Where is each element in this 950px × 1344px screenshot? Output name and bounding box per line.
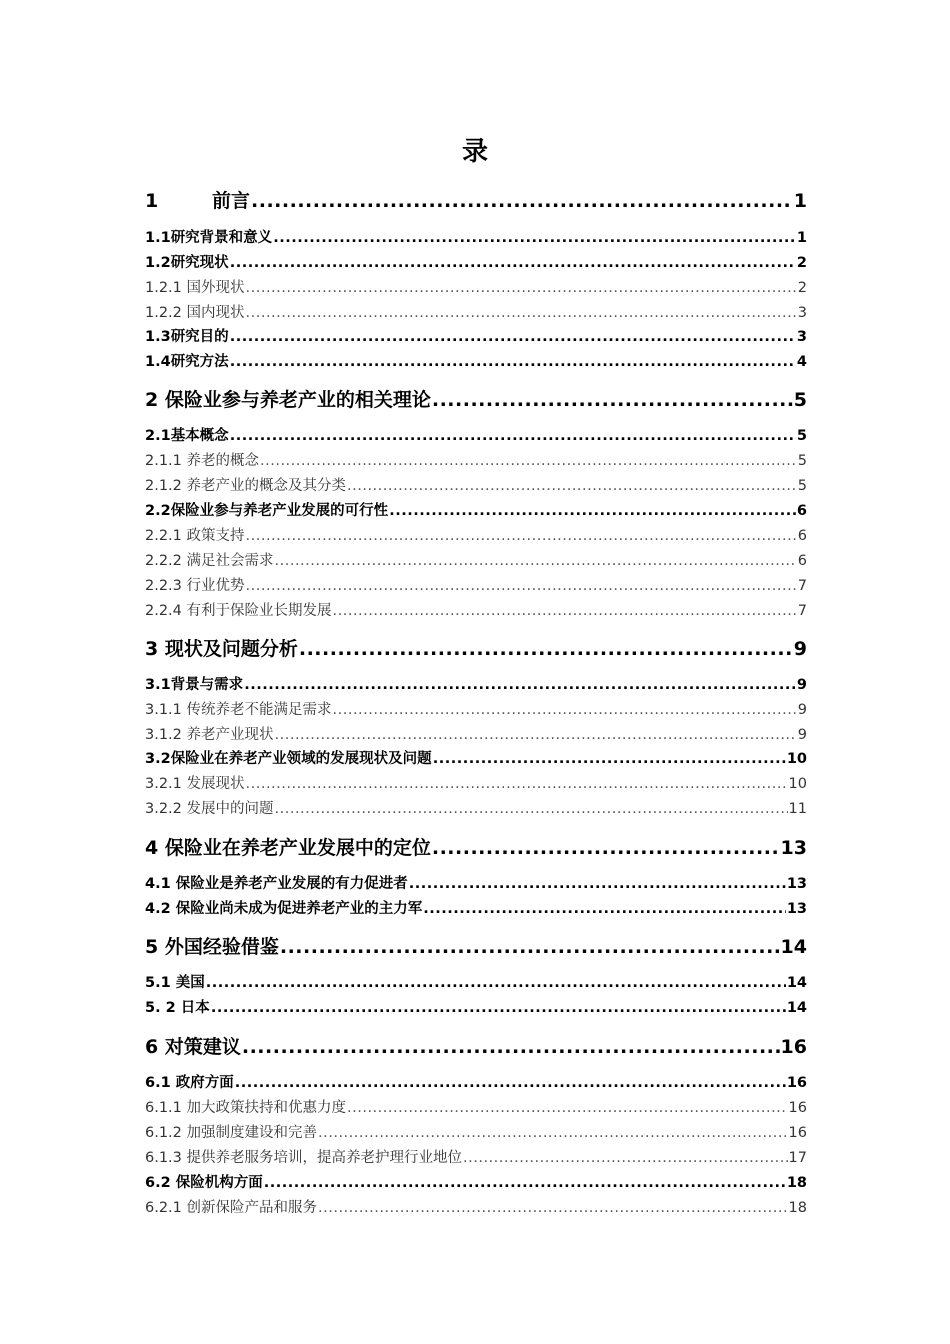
toc-leader-dots bbox=[246, 575, 797, 597]
toc-entry-1-1[interactable] bbox=[145, 227, 807, 249]
toc-entry-text: 保险业参与养老产业发展的可行性 bbox=[170, 503, 389, 519]
toc-entry-number: 1.4 bbox=[145, 354, 171, 370]
toc-leader-dots bbox=[230, 425, 796, 447]
toc-entry-number: 6.1.1 bbox=[145, 1100, 182, 1116]
toc-entry-number: 6 bbox=[145, 1036, 159, 1058]
toc-entry-3-2-2[interactable] bbox=[145, 798, 807, 820]
toc-entry-text: 保险机构方面 bbox=[170, 1175, 263, 1191]
toc-entry-title bbox=[145, 748, 432, 770]
toc-entry-text: 背景与需求 bbox=[170, 677, 244, 693]
toc-page-number: 18 bbox=[786, 1175, 807, 1191]
toc-entry-number: 6.2 bbox=[145, 1175, 171, 1191]
toc-entry-number: 3.2.2 bbox=[145, 801, 182, 817]
toc-entry-text: 对策建议 bbox=[158, 1036, 241, 1058]
toc-entry-title bbox=[145, 1033, 241, 1061]
toc-entry-number: 2 bbox=[145, 389, 159, 411]
toc-page-number: 13 bbox=[786, 901, 807, 917]
toc-entry-title bbox=[145, 600, 332, 622]
toc-leader-dots bbox=[275, 724, 797, 746]
toc-entry-title bbox=[145, 1147, 462, 1169]
toc-entry-title bbox=[145, 187, 250, 215]
toc-page-number: 9 bbox=[796, 677, 807, 693]
toc-entry-number: 1.2.2 bbox=[145, 305, 182, 321]
toc-page-number: 10 bbox=[788, 776, 807, 792]
toc-entry-title bbox=[145, 674, 243, 696]
toc-page-number: 6 bbox=[797, 528, 807, 544]
toc-entry-4[interactable] bbox=[145, 834, 807, 862]
toc-leader-dots bbox=[409, 873, 786, 895]
toc-entry-title bbox=[145, 798, 274, 820]
toc-entry-number: 6.2.1 bbox=[145, 1200, 182, 1216]
toc-entry-text: 前言 bbox=[212, 190, 251, 212]
toc-entry-3-2-1[interactable] bbox=[145, 773, 807, 795]
toc-page-number: 5 bbox=[797, 478, 807, 494]
toc-entry-text: 国内现状 bbox=[181, 305, 245, 321]
toc-entry-title bbox=[145, 972, 205, 994]
toc-entry-number: 3 bbox=[145, 638, 159, 660]
toc-page-number: 7 bbox=[797, 603, 807, 619]
toc-entry-1-2-1[interactable] bbox=[145, 277, 807, 299]
toc-leader-dots bbox=[273, 227, 796, 249]
toc-page-number: 16 bbox=[788, 1100, 807, 1116]
toc-leader-dots bbox=[333, 699, 797, 721]
toc-leader-dots bbox=[242, 1033, 780, 1061]
toc-entry-text: 养老的概念 bbox=[181, 453, 260, 469]
toc-entry-number: 5 bbox=[145, 936, 159, 958]
toc-entry-text: 保险业在养老产业领域的发展现状及问题 bbox=[170, 751, 432, 767]
toc-entry-4-2[interactable] bbox=[145, 898, 807, 920]
toc-page-number: 5 bbox=[797, 453, 807, 469]
toc-page-number: 9 bbox=[797, 727, 807, 743]
toc-entry-number: 2.1.1 bbox=[145, 453, 182, 469]
toc-page-number: 10 bbox=[786, 751, 807, 767]
toc-entry-text: 传统养老不能满足需求 bbox=[181, 702, 332, 718]
toc-entry-title bbox=[145, 252, 229, 274]
toc-leader-dots bbox=[463, 1147, 788, 1169]
toc-entry-title bbox=[145, 227, 272, 249]
toc-page-number: 14 bbox=[786, 975, 807, 991]
toc-entry-title bbox=[145, 326, 229, 348]
toc-page-number: 11 bbox=[788, 801, 807, 817]
toc-entry-1-4[interactable] bbox=[145, 351, 807, 373]
toc-entry-text: 养老产业的概念及其分类 bbox=[181, 478, 347, 494]
toc-page-number: 5 bbox=[793, 389, 807, 411]
toc-leader-dots bbox=[280, 933, 780, 961]
toc-entry-title bbox=[145, 635, 298, 663]
toc-entry-title bbox=[145, 1097, 346, 1119]
toc-entry-text: 保险业在养老产业发展中的定位 bbox=[158, 837, 431, 859]
toc-entry-6-1-1[interactable] bbox=[145, 1097, 807, 1119]
toc-entry-number: 2.2.3 bbox=[145, 578, 182, 594]
toc-leader-dots bbox=[347, 475, 797, 497]
toc-entry-text: 创新保险产品和服务 bbox=[181, 1200, 318, 1216]
toc-entry-2-1[interactable] bbox=[145, 425, 807, 447]
toc-entry-number: 3.1 bbox=[145, 677, 171, 693]
toc-entry-title bbox=[145, 997, 210, 1019]
toc-entry-number: 2.1.2 bbox=[145, 478, 182, 494]
toc-entry-number: 6.1.2 bbox=[145, 1125, 182, 1141]
toc-page-number: 18 bbox=[788, 1200, 807, 1216]
toc-page-number: 16 bbox=[786, 1075, 807, 1091]
toc-entry-text: 外国经验借鉴 bbox=[158, 936, 279, 958]
toc-entry-title bbox=[145, 425, 229, 447]
toc-entry-number: 1.2.1 bbox=[145, 280, 182, 296]
toc-entry-5-1[interactable] bbox=[145, 972, 807, 994]
toc-entry-number: 6.1 bbox=[145, 1075, 171, 1091]
toc-leader-dots bbox=[246, 525, 797, 547]
toc-page-number: 14 bbox=[780, 936, 807, 958]
toc-entry-text: 研究目的 bbox=[170, 329, 229, 345]
toc-entry-title bbox=[145, 773, 245, 795]
toc-entry-2[interactable] bbox=[145, 386, 807, 414]
toc-entry-2-2-4[interactable] bbox=[145, 600, 807, 622]
toc-entry-title bbox=[145, 575, 245, 597]
toc-entry-1-2[interactable] bbox=[145, 252, 807, 274]
toc-entry-text: 保险业参与养老产业的相关理论 bbox=[158, 389, 431, 411]
toc-entry-title bbox=[145, 724, 274, 746]
toc-entry-title bbox=[145, 873, 408, 895]
toc-entry-text: 美国 bbox=[170, 975, 205, 991]
toc-entry-number: 5.1 bbox=[145, 975, 171, 991]
toc-entry-text: 政策支持 bbox=[181, 528, 245, 544]
toc-page-number: 2 bbox=[797, 280, 807, 296]
toc-entry-number: 4.2 bbox=[145, 901, 171, 917]
toc-entry-6-2[interactable] bbox=[145, 1172, 807, 1194]
toc-entry-number: 3.2.1 bbox=[145, 776, 182, 792]
toc-page-number: 4 bbox=[796, 354, 807, 370]
toc-page-number: 5 bbox=[796, 428, 807, 444]
toc-entry-text: 提供养老服务培训，提高养老护理行业地位 bbox=[181, 1150, 463, 1166]
toc-page-number: 3 bbox=[796, 329, 807, 345]
toc-leader-dots bbox=[347, 1097, 788, 1119]
toc-page-number: 17 bbox=[788, 1150, 807, 1166]
toc-page-number: 9 bbox=[797, 702, 807, 718]
toc-entry-text: 日本 bbox=[175, 1000, 210, 1016]
toc-page-number: 9 bbox=[793, 638, 807, 660]
page-title: 录 bbox=[461, 137, 488, 167]
toc-leader-dots bbox=[318, 1197, 788, 1219]
toc-entry-title bbox=[145, 475, 346, 497]
toc-entry-text: 行业优势 bbox=[181, 578, 245, 594]
toc-leader-dots bbox=[246, 302, 797, 324]
toc-entry-number: 5. 2 bbox=[145, 1000, 176, 1016]
toc-entry-number: 4.1 bbox=[145, 876, 171, 892]
toc-entry-text: 国外现状 bbox=[181, 280, 245, 296]
toc-entry-text: 研究方法 bbox=[170, 354, 229, 370]
toc-entry-1-2-2[interactable] bbox=[145, 302, 807, 324]
toc-entry-title bbox=[145, 302, 245, 324]
toc-entry-3-2[interactable] bbox=[145, 748, 807, 770]
toc-entry-text: 有利于保险业长期发展 bbox=[181, 603, 332, 619]
toc-page-number: 7 bbox=[797, 578, 807, 594]
toc-entry-title bbox=[145, 834, 431, 862]
toc-entry-title bbox=[145, 1072, 234, 1094]
toc-entry-number: 2.2 bbox=[145, 503, 171, 519]
toc-entry-text: 保险业是养老产业发展的有力促进者 bbox=[170, 876, 408, 892]
toc-leader-dots bbox=[246, 773, 788, 795]
toc-entry-number: 6.1.3 bbox=[145, 1150, 182, 1166]
toc-leader-dots bbox=[275, 798, 788, 820]
toc-leader-dots bbox=[246, 277, 797, 299]
toc-entry-5-2[interactable] bbox=[145, 997, 807, 1019]
toc-entry-text: 保险业尚未成为促进养老产业的主力军 bbox=[170, 901, 423, 917]
toc-leader-dots bbox=[244, 674, 796, 696]
toc-entry-2-2-2[interactable] bbox=[145, 550, 807, 572]
toc-entry-1-3[interactable] bbox=[145, 326, 807, 348]
toc-page-number: 13 bbox=[780, 837, 807, 859]
toc-entry-3-1-1[interactable] bbox=[145, 699, 807, 721]
toc-entry-6-1-3[interactable] bbox=[145, 1147, 807, 1169]
toc-page-number: 16 bbox=[780, 1036, 807, 1058]
toc-leader-dots bbox=[264, 1172, 786, 1194]
toc-leader-dots bbox=[333, 600, 797, 622]
toc-leader-dots bbox=[432, 834, 780, 862]
toc-leader-dots bbox=[206, 972, 786, 994]
toc-page-number: 16 bbox=[788, 1125, 807, 1141]
toc-leader-dots bbox=[299, 635, 793, 663]
toc-entry-4-1[interactable] bbox=[145, 873, 807, 895]
toc-page-number: 2 bbox=[796, 255, 807, 271]
toc-entry-6[interactable] bbox=[145, 1033, 807, 1061]
toc-entry-text: 发展中的问题 bbox=[181, 801, 274, 817]
toc-entry-5[interactable] bbox=[145, 933, 807, 961]
toc-leader-dots bbox=[432, 386, 793, 414]
toc-entry-title bbox=[145, 351, 229, 373]
toc-entry-6-1-2[interactable] bbox=[145, 1122, 807, 1144]
toc-page-number: 3 bbox=[797, 305, 807, 321]
toc-entry-2-2-1[interactable] bbox=[145, 525, 807, 547]
toc-leader-dots bbox=[230, 252, 796, 274]
toc-entry-number: 1.3 bbox=[145, 329, 171, 345]
toc-entry-number: 3.2 bbox=[145, 751, 171, 767]
toc-entry-6-1[interactable] bbox=[145, 1072, 807, 1094]
toc-entry-title bbox=[145, 450, 259, 472]
toc-entry-number: 3.1.1 bbox=[145, 702, 182, 718]
toc-leader-dots bbox=[423, 898, 786, 920]
toc-page-number: 1 bbox=[796, 230, 807, 246]
toc-entry-text: 政府方面 bbox=[170, 1075, 234, 1091]
toc-leader-dots bbox=[230, 351, 796, 373]
toc-leader-dots bbox=[318, 1122, 788, 1144]
toc-leader-dots bbox=[251, 187, 793, 215]
toc-leader-dots bbox=[433, 748, 786, 770]
toc-entry-text: 满足社会需求 bbox=[181, 553, 274, 569]
toc-entry-number: 1.1 bbox=[145, 230, 171, 246]
toc-leader-dots bbox=[275, 550, 797, 572]
toc-entry-number: 1.2 bbox=[145, 255, 171, 271]
toc-entry-number: 2.2.4 bbox=[145, 603, 182, 619]
toc-entry-title bbox=[145, 550, 274, 572]
toc-page-number: 1 bbox=[793, 190, 807, 212]
toc-entry-2-1-1[interactable] bbox=[145, 450, 807, 472]
toc-entry-2-2-3[interactable] bbox=[145, 575, 807, 597]
toc-leader-dots bbox=[230, 326, 796, 348]
toc-entry-title bbox=[145, 500, 388, 522]
toc-entry-text: 加强制度建设和完善 bbox=[181, 1125, 318, 1141]
toc-entry-text: 基本概念 bbox=[170, 428, 229, 444]
toc-page-number: 14 bbox=[786, 1000, 807, 1016]
toc-entry-title bbox=[145, 1122, 317, 1144]
toc-page-number: 6 bbox=[797, 553, 807, 569]
toc-entry-title bbox=[145, 898, 422, 920]
toc-entry-6-2-1[interactable] bbox=[145, 1197, 807, 1219]
toc-entry-title bbox=[145, 699, 332, 721]
toc-entry-title bbox=[145, 277, 245, 299]
toc-leader-dots bbox=[389, 500, 796, 522]
toc-leader-dots bbox=[235, 1072, 786, 1094]
toc-entry-title bbox=[145, 525, 245, 547]
toc-leader-dots bbox=[260, 450, 797, 472]
toc-entry-3-1-2[interactable] bbox=[145, 724, 807, 746]
toc-entry-2-1-2[interactable] bbox=[145, 475, 807, 497]
toc-entry-number: 2.1 bbox=[145, 428, 171, 444]
toc-entry-title bbox=[145, 1172, 263, 1194]
toc-entry-text: 研究现状 bbox=[170, 255, 229, 271]
toc-entry-number: 3.1.2 bbox=[145, 727, 182, 743]
toc-entry-text: 现状及问题分析 bbox=[158, 638, 298, 660]
toc-page-number: 6 bbox=[796, 503, 807, 519]
toc-entry-text: 加大政策扶持和优惠力度 bbox=[181, 1100, 347, 1116]
toc-entry-title bbox=[145, 933, 279, 961]
toc-entry-number: 2.2.2 bbox=[145, 553, 182, 569]
toc-entry-number: 4 bbox=[145, 837, 159, 859]
toc-entry-text: 养老产业现状 bbox=[181, 727, 274, 743]
toc-entry-3-1[interactable] bbox=[145, 674, 807, 696]
toc-entry-text: 发展现状 bbox=[181, 776, 245, 792]
toc-page-number: 13 bbox=[786, 876, 807, 892]
toc-entry-number: 2.2.1 bbox=[145, 528, 182, 544]
toc-leader-dots bbox=[211, 997, 786, 1019]
toc-entry-2-2[interactable] bbox=[145, 500, 807, 522]
toc-entry-title bbox=[145, 1197, 317, 1219]
toc-entry-title bbox=[145, 386, 431, 414]
toc-entry-text: 研究背景和意义 bbox=[170, 230, 273, 246]
toc-entry-number: 1 bbox=[145, 190, 159, 212]
toc-entry-1[interactable] bbox=[145, 187, 807, 215]
toc-entry-3[interactable] bbox=[145, 635, 807, 663]
